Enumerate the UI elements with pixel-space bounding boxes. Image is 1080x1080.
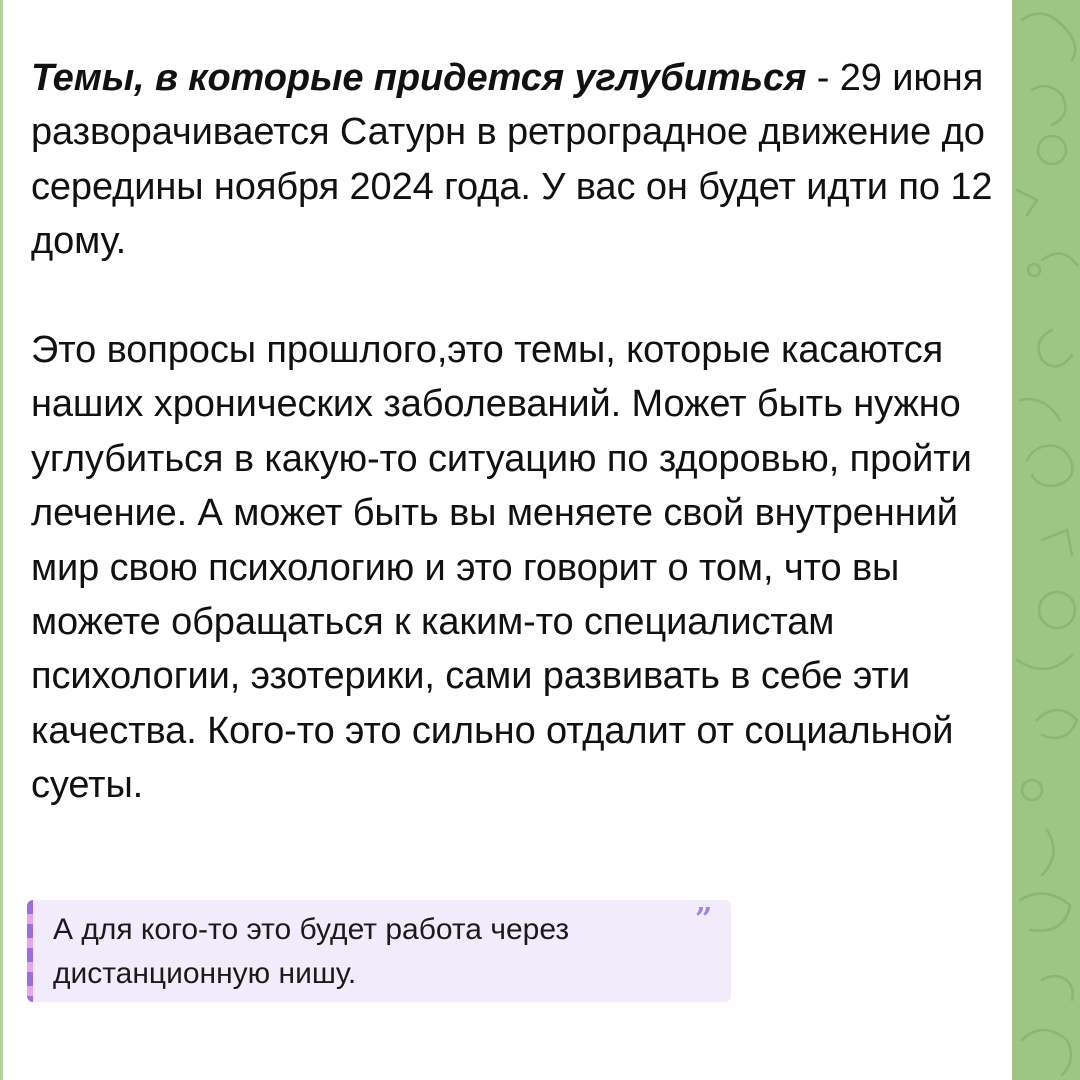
paragraph-1-text: - 29 июня разворачивается Сатурн в ретроградное движение до середины ноября 2024 года. У вас он будет идти по 12 дому. <box>31 57 993 263</box>
chat-wallpaper <box>1012 0 1080 1080</box>
paragraph-2: Это вопросы прошлого,это темы, которые касаются наших хронических заболеваний. Может быть нужно углубиться в какую-то ситуацию по здоровью, пройти лечение. А может быть вы меняете свой внутренний мир свою психологию и это говорит о том, что вы можете обращаться к каким-то специалистам психологии, эзотерики, сами развивать в себе эти качества. Кого-то это сильно отдалит от социальной суеты. <box>31 329 972 807</box>
blockquote <box>27 900 731 1002</box>
quote-marks-icon: ” <box>695 902 713 937</box>
paragraph-spacer <box>31 269 1006 323</box>
message-body <box>31 51 1006 813</box>
topic-heading: Темы, в которые придется углубиться <box>31 57 807 99</box>
wallpaper-doodles-icon <box>1012 0 1080 1080</box>
quote-text: А для кого-то это будет работа через дистанционную нишу. <box>53 913 570 990</box>
quote-accent-bar <box>27 900 33 1002</box>
paragraph-1 <box>31 51 1006 269</box>
